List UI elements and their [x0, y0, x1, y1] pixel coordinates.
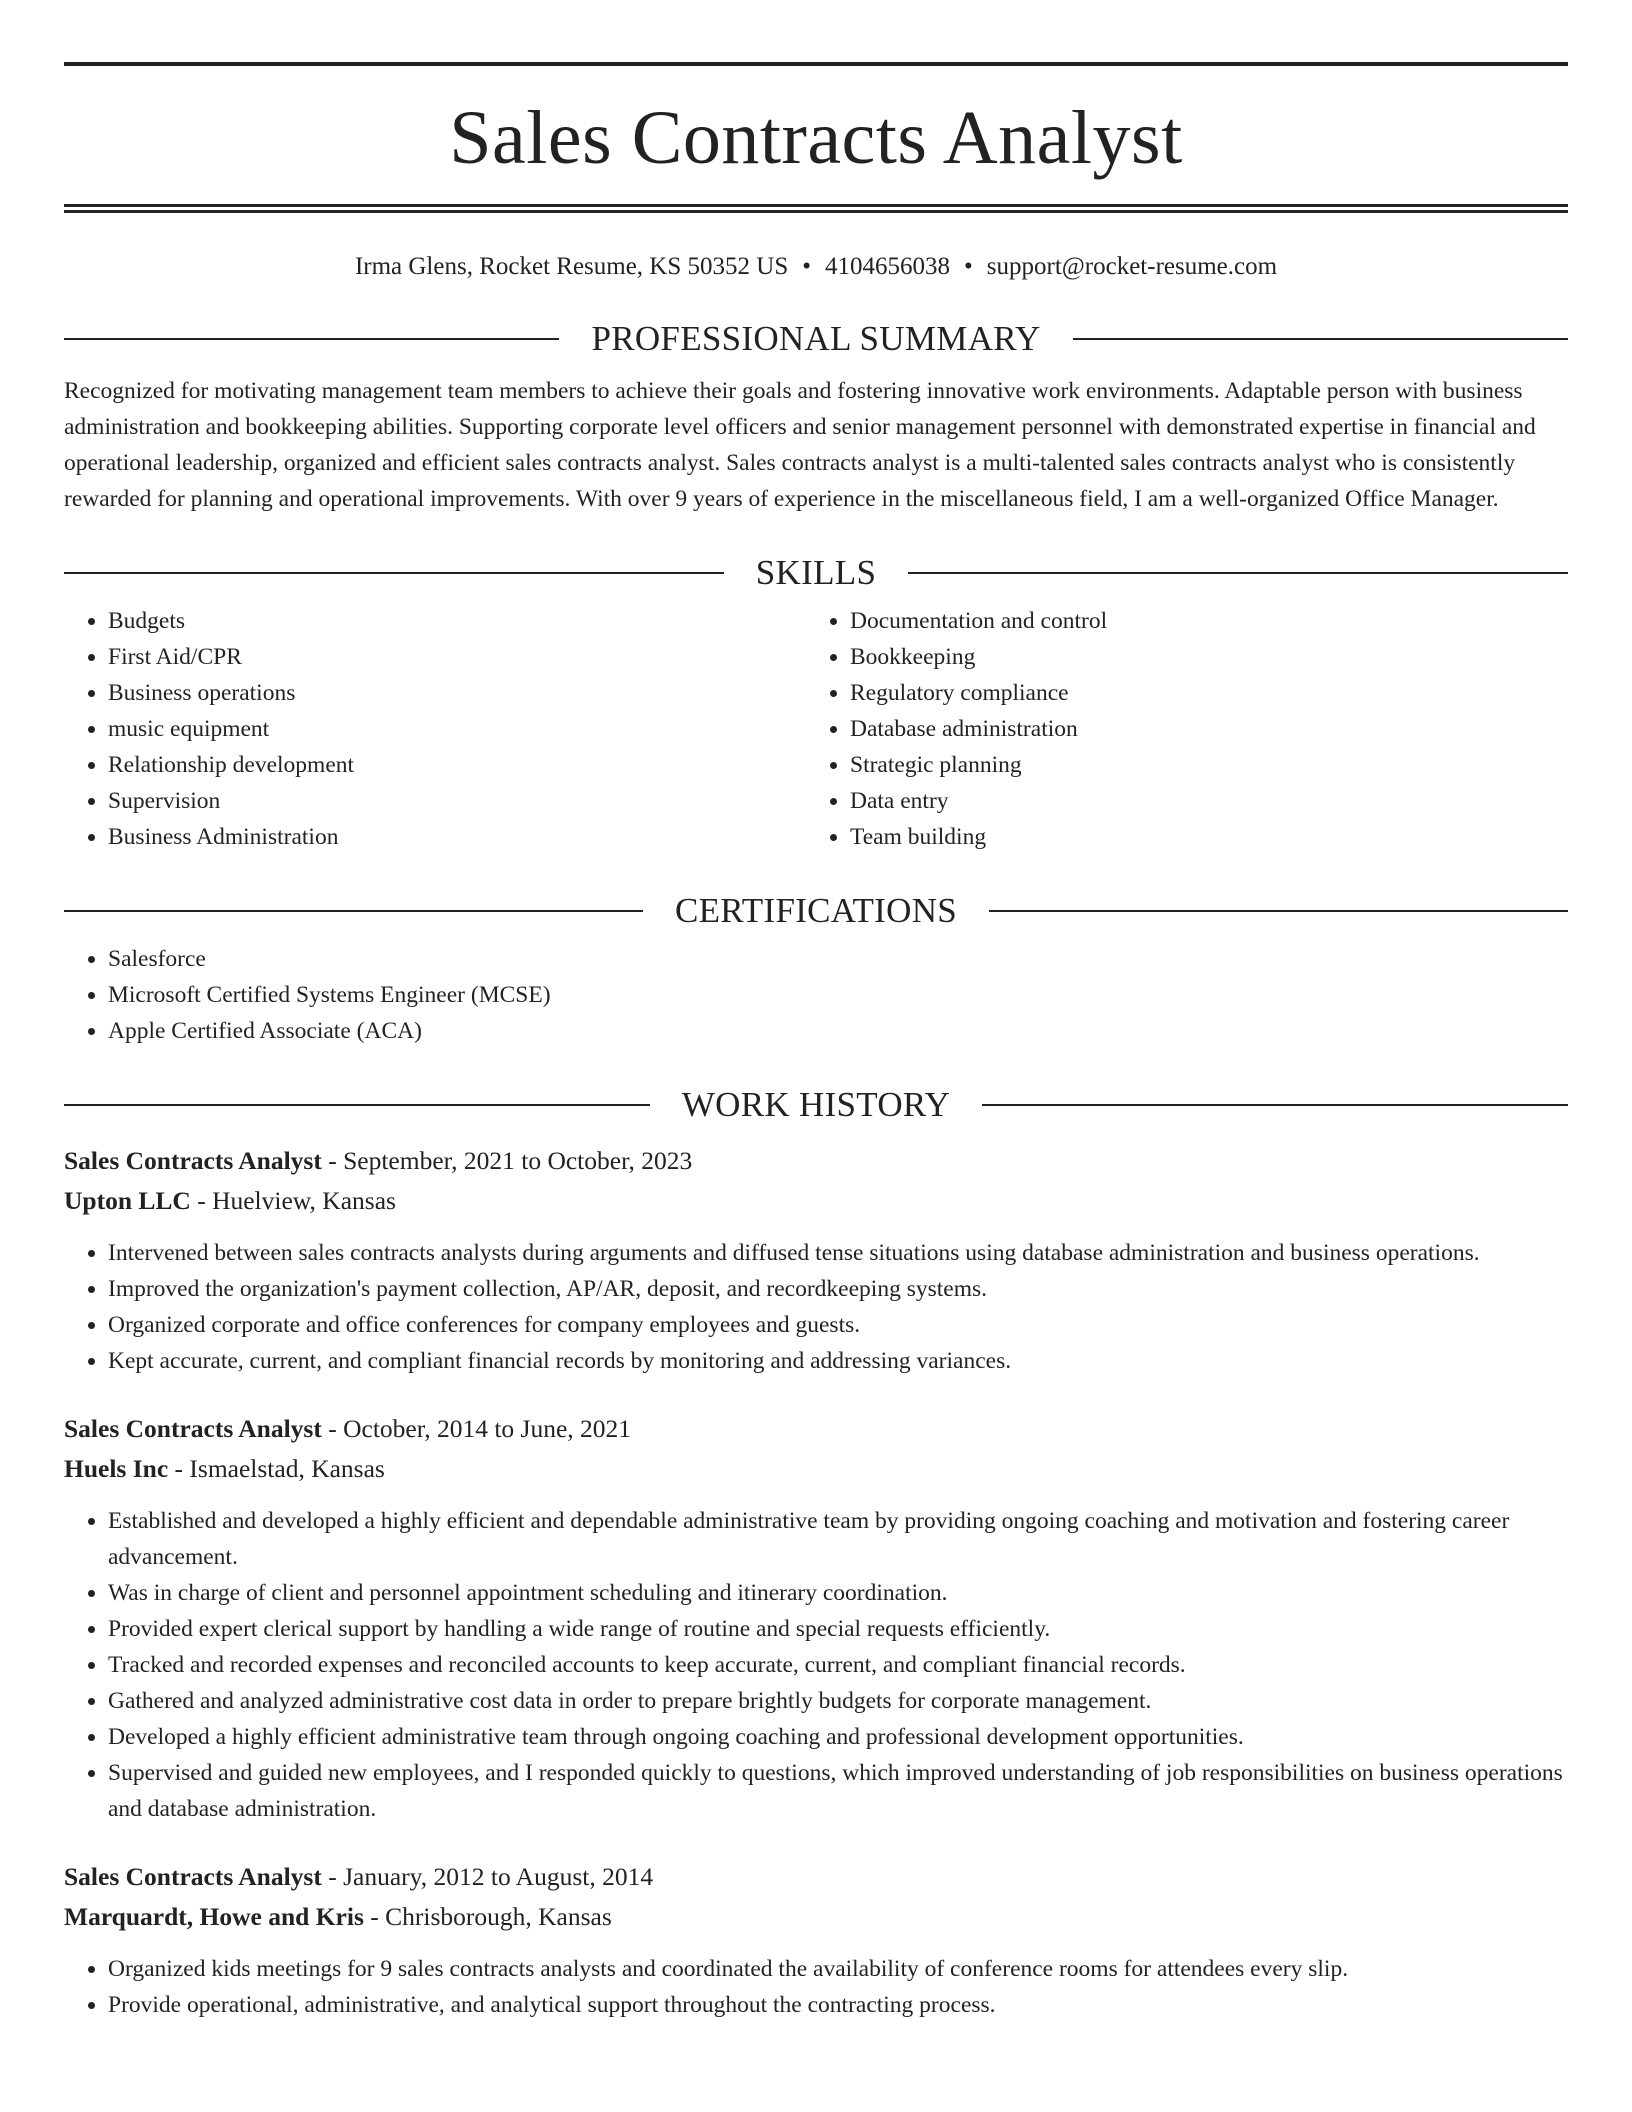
job-bullet: • Organized kids meetings for 9 sales contracts analysts and coordinated the availability of conference rooms for attendees every slip.	[108, 1951, 1568, 1987]
job-title-line	[64, 1857, 1568, 1897]
contact-line	[64, 251, 1568, 283]
job-bullets	[64, 1503, 1568, 1827]
certification-item: • Microsoft Certified Systems Engineer (MCSE)	[108, 977, 1568, 1013]
skills-column-right	[806, 603, 1548, 855]
summary-paragraph: Recognized for motivating management team members to achieve their goals and fostering innovative work environments. Adaptable person with business administration and bookkeeping abilities. Supporting corporate level officers and senior management personnel with demonstrated expertise in financial and operational leadership, organized and efficient sales contracts analyst. Sales contracts analyst is a multi-talented sales contracts analyst who is consistently rewarded for planning and operational improvements. With over 9 years of experience in the miscellaneous field, I am a well-organized Office Manager.	[64, 378, 1536, 512]
job-title: Sales Contracts Analyst	[64, 1146, 322, 1175]
skill-item: • Supervision	[108, 783, 806, 819]
job-title: Sales Contracts Analyst	[64, 1862, 322, 1891]
heading-rule	[64, 572, 724, 574]
job-company-line	[64, 1449, 1568, 1489]
heading-rule	[908, 572, 1568, 574]
job-entry	[64, 1141, 1568, 1379]
job-company-line	[64, 1897, 1568, 1937]
section-title-skills: SKILLS	[755, 553, 877, 592]
section-heading-skills	[64, 551, 1568, 595]
skill-item: • Data entry	[850, 783, 1548, 819]
skill-item: • Business Administration	[108, 819, 806, 855]
job-company: Huels Inc	[64, 1454, 169, 1483]
job-bullet: • Supervised and guided new employees, and I responded quickly to questions, which improved understanding of job responsibilities on business operations and database administration.	[108, 1755, 1568, 1827]
job-dates: - January, 2012 to August, 2014	[321, 1862, 654, 1891]
section-heading-summary	[64, 317, 1568, 361]
skills-list-left	[64, 603, 806, 855]
skills-columns	[64, 603, 1568, 855]
skill-item: • Relationship development	[108, 747, 806, 783]
skill-item: • Database administration	[850, 711, 1548, 747]
skill-item: • music equipment	[108, 711, 806, 747]
job-title-line	[64, 1141, 1568, 1181]
top-rule	[64, 62, 1568, 66]
job-title-line	[64, 1409, 1568, 1449]
job-bullet: • Improved the organization's payment collection, AP/AR, deposit, and recordkeeping systems.	[108, 1271, 1568, 1307]
resume-page	[64, 0, 1568, 2023]
section-title-summary: PROFESSIONAL SUMMARY	[591, 319, 1041, 358]
contact-phone: 4104656038	[825, 253, 950, 280]
job-bullet: • Developed a highly efficient administrative team through ongoing coaching and professional development opportunities.	[108, 1719, 1568, 1755]
skill-item: • Documentation and control	[850, 603, 1548, 639]
certification-item: • Salesforce	[108, 941, 1568, 977]
job-bullet: • Provided expert clerical support by handling a wide range of routine and special requests efficiently.	[108, 1611, 1568, 1647]
skill-item: • Budgets	[108, 603, 806, 639]
section-title-certifications: CERTIFICATIONS	[674, 891, 958, 930]
job-bullet: • Was in charge of client and personnel appointment scheduling and itinerary coordination.	[108, 1575, 1568, 1611]
job-company-line	[64, 1181, 1568, 1221]
job-dates: - October, 2014 to June, 2021	[321, 1414, 632, 1443]
job-bullet: • Gathered and analyzed administrative cost data in order to prepare brightly budgets for corporate management.	[108, 1683, 1568, 1719]
title-double-rule	[64, 204, 1568, 213]
heading-rule	[982, 1104, 1568, 1106]
contact-separator: •	[802, 253, 811, 280]
skill-item: • Business operations	[108, 675, 806, 711]
contact-email: support@rocket-resume.com	[986, 253, 1278, 280]
certifications-list	[64, 941, 1568, 1049]
certification-item: • Apple Certified Associate (ACA)	[108, 1013, 1568, 1049]
heading-rule	[989, 910, 1568, 912]
job-location: - Chrisborough, Kansas	[363, 1902, 612, 1931]
job-bullet: • Provide operational, administrative, and analytical support throughout the contracting process.	[108, 1987, 1568, 2023]
job-location: - Ismaelstad, Kansas	[168, 1454, 385, 1483]
skills-list-right	[806, 603, 1548, 855]
skill-item: • Team building	[850, 819, 1548, 855]
heading-rule	[64, 1104, 650, 1106]
skill-item: • Strategic planning	[850, 747, 1548, 783]
section-heading-work	[64, 1083, 1568, 1127]
job-location: - Huelview, Kansas	[190, 1186, 396, 1215]
job-company: Upton LLC	[64, 1186, 191, 1215]
skill-item: • Regulatory compliance	[850, 675, 1548, 711]
job-bullet: • Tracked and recorded expenses and reconciled accounts to keep accurate, current, and compliant financial records.	[108, 1647, 1568, 1683]
section-title-work: WORK HISTORY	[681, 1085, 951, 1124]
contact-separator: •	[964, 253, 973, 280]
job-bullet: • Intervened between sales contracts analysts during arguments and diffused tense situations using database administration and business operations.	[108, 1235, 1568, 1271]
job-entry	[64, 1857, 1568, 2023]
heading-rule	[64, 910, 643, 912]
job-bullet: • Organized corporate and office conferences for company employees and guests.	[108, 1307, 1568, 1343]
contact-address: Irma Glens, Rocket Resume, KS 50352 US	[354, 253, 789, 280]
job-entry	[64, 1409, 1568, 1827]
job-bullets	[64, 1235, 1568, 1379]
heading-rule	[64, 338, 559, 340]
skill-item: • First Aid/CPR	[108, 639, 806, 675]
resume-title: Sales Contracts Analyst	[449, 96, 1183, 180]
skills-column-left	[64, 603, 806, 855]
section-heading-certifications	[64, 889, 1568, 933]
heading-rule	[1073, 338, 1568, 340]
job-dates: - September, 2021 to October, 2023	[321, 1146, 693, 1175]
skill-item: • Bookkeeping	[850, 639, 1548, 675]
job-bullet: • Established and developed a highly efficient and dependable administrative team by providing ongoing coaching and motivation and fostering career advancement.	[108, 1503, 1568, 1575]
job-bullets	[64, 1951, 1568, 2023]
job-company: Marquardt, Howe and Kris	[64, 1902, 364, 1931]
job-title: Sales Contracts Analyst	[64, 1414, 322, 1443]
job-bullet: • Kept accurate, current, and compliant financial records by monitoring and addressing variances.	[108, 1343, 1568, 1379]
